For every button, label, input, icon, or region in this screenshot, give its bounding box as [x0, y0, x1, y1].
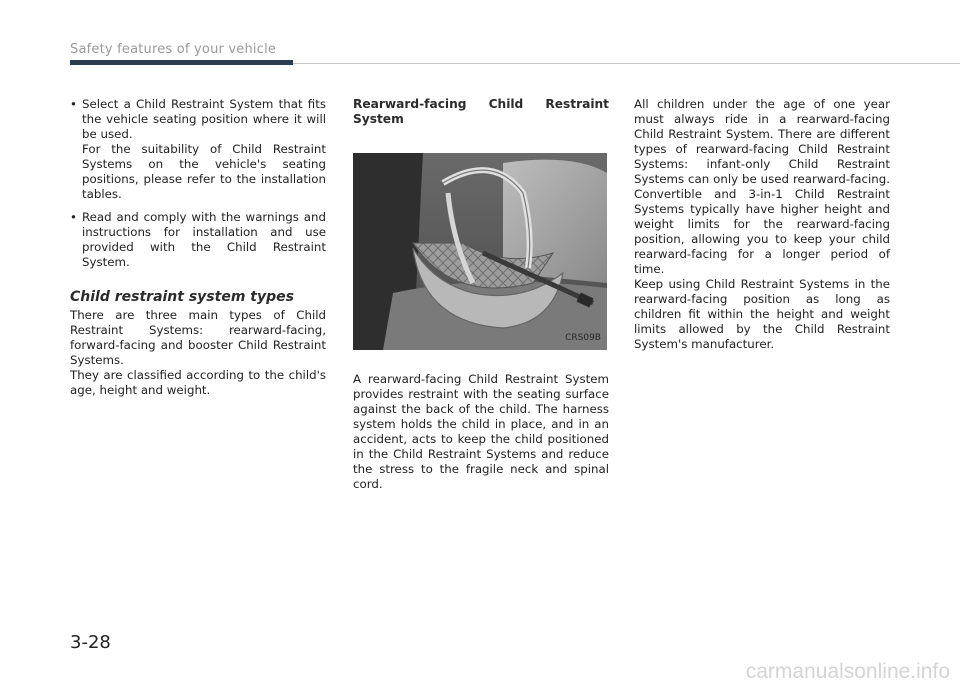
bullet-mark: • [70, 97, 77, 111]
column-2 [353, 97, 609, 492]
bullet-text: For the suitability of Child Restraint Systems on the vehicle's seating positions, please refer to the installation tables. [82, 142, 326, 201]
bullet-item [70, 97, 326, 202]
body-paragraph: A rearward-facing Child Restraint System provides restraint with the seating surface against the back of the child. The harness system holds the child in place, and in an accident, acts to keep the child positioned in the Child Restraint Systems and reduce the stress to the fragile neck and spinal cord. [353, 372, 609, 491]
header-title: Safety features of your vehicle [70, 42, 277, 57]
body-paragraph: They are classified according to the child's age, height and weight. [70, 368, 326, 397]
bullet-text: Read and comply with the warnings and instructions for installation and use provided with the Child Restraint System. [82, 210, 326, 269]
bullet-mark: • [70, 210, 77, 224]
header-rule [293, 63, 960, 64]
body-paragraph: All children under the age of one year must always ride in a rearward-facing Child Restraint System. There are different types of rearward-facing Child Restraint Systems: infant-only Child Restraint Systems can only be used rearward-facing. Convertible and 3-in-1 Child Restraint Systems typically have higher height and weight limits for the rearward-facing position, allowing you to keep your child rearward-facing for a longer period of time. [634, 97, 890, 276]
figure-code: CRS09B [565, 333, 601, 343]
column-3 [634, 97, 890, 352]
section-heading: Child restraint system types [70, 289, 294, 305]
page-number: 3-28 [70, 632, 111, 653]
body-paragraph: Keep using Child Restraint Systems in the rearward-facing position as long as children fit within the height and weight limits allowed by the Child Restraint System's manufacturer. [634, 277, 890, 351]
column-1 [70, 97, 326, 398]
body-paragraph: There are three main types of Child Restraint Systems: rearward-facing, forward-facing and booster Child Restraint Systems. [70, 308, 326, 367]
watermark-text: carmanualsonline.info [745, 660, 950, 683]
page-header [70, 42, 960, 68]
bullet-text: Select a Child Restraint System that fits the vehicle seating position where it will be used. [82, 97, 326, 141]
rear-facing-seat-icon [353, 153, 607, 350]
bullet-item [70, 210, 326, 270]
child-seat-illustration [353, 153, 607, 350]
header-accent-bar [70, 60, 293, 65]
subsection-heading: Rearward-facing Child Restraint System [353, 97, 609, 126]
